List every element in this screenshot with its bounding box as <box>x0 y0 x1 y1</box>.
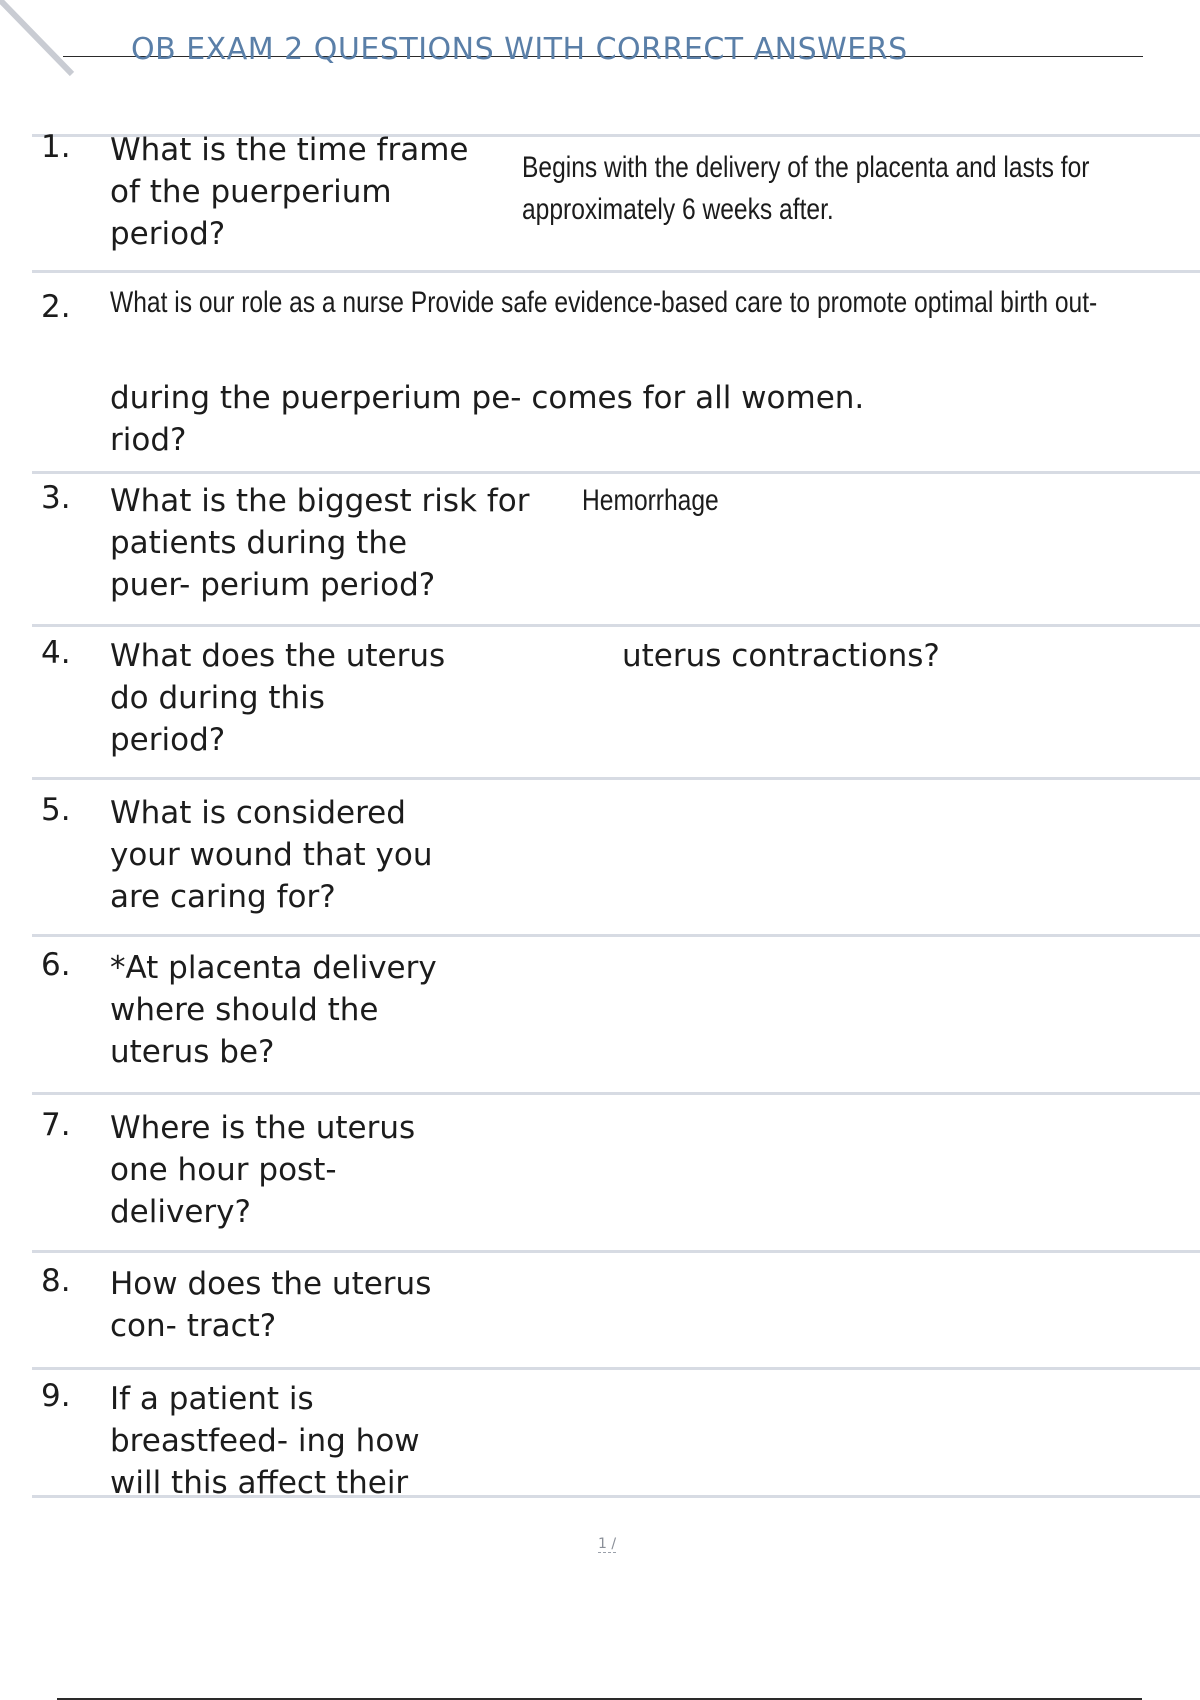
question-text <box>110 635 500 761</box>
qa-row <box>32 1092 1200 1250</box>
question-line: *At placenta delivery <box>110 950 437 986</box>
qa-row <box>32 624 1200 777</box>
question-line: Where is the uterus <box>110 1110 416 1146</box>
qa-row <box>32 1250 1200 1367</box>
question-line: period? <box>110 216 226 252</box>
answer-line: uterus contractions? <box>622 638 940 674</box>
question-line: What does the uterus <box>110 638 446 674</box>
question-number: 8. <box>41 1263 71 1299</box>
question-text <box>110 947 550 1073</box>
qa-row <box>32 270 1200 471</box>
question-line: will this affect their <box>110 1465 409 1501</box>
document-title: OB EXAM 2 QUESTIONS WITH CORRECT ANSWERS <box>131 32 908 67</box>
question-line: delivery? <box>110 1194 251 1230</box>
question-line: breastfeed- ing how <box>110 1423 420 1459</box>
document-header <box>63 28 1143 67</box>
question-line: puer- perium period? <box>110 567 436 603</box>
answer-line: Begins with the delivery of the placenta and lasts for <box>522 151 1090 184</box>
question-number: 4. <box>41 635 71 671</box>
question-line: your wound that you <box>110 837 433 873</box>
answer-line: approximately 6 weeks after. <box>522 193 834 226</box>
question-line: where should the <box>110 992 379 1028</box>
qa-row <box>32 1367 1200 1501</box>
question-number: 2. <box>41 289 71 325</box>
question-line: If a patient is <box>110 1381 314 1417</box>
question-line: What is the biggest risk for <box>110 483 530 519</box>
answer-text <box>522 147 1112 231</box>
question-line: What is the time frame <box>110 132 469 168</box>
question-text <box>110 480 550 606</box>
qa-row <box>32 471 1200 624</box>
question-line: of the puerperium <box>110 174 392 210</box>
question-line: period? <box>110 722 226 758</box>
q2-first-line <box>110 285 1192 321</box>
qa-row <box>32 934 1200 1092</box>
answer-text <box>622 635 1122 677</box>
question-text <box>110 377 1010 461</box>
answer-line: Provide safe evidence-based care to promote optimal birth out- <box>410 286 1098 319</box>
question-number: 1. <box>41 129 71 165</box>
question-number: 7. <box>41 1107 71 1143</box>
question-line: con- tract? <box>110 1308 277 1344</box>
question-number: 3. <box>41 480 71 516</box>
question-line: do during this <box>110 680 325 716</box>
qa-table <box>32 129 1200 1501</box>
question-text <box>110 792 500 918</box>
question-line: are caring for? <box>110 879 336 915</box>
question-line: What is considered <box>110 795 406 831</box>
question-line: during the puerperium pe- <box>110 380 522 416</box>
answer-line: Hemorrhage <box>582 484 719 517</box>
question-line: patients during the <box>110 525 408 561</box>
answer-text-first <box>110 285 1192 321</box>
question-line: How does the uterus <box>110 1266 432 1302</box>
question-line: What is our role as a nurse <box>110 286 404 319</box>
question-number: 9. <box>41 1378 71 1414</box>
question-text <box>110 1263 500 1347</box>
page-number: 1 / <box>598 1536 617 1552</box>
question-number: 5. <box>41 792 71 828</box>
question-text <box>110 129 500 255</box>
question-line: one hour post- <box>110 1152 337 1188</box>
question-line: uterus be? <box>110 1034 275 1070</box>
q2-second-line <box>110 377 1010 419</box>
question-text <box>110 1107 500 1233</box>
qa-row <box>32 129 1200 270</box>
answer-line: comes for all women. <box>531 380 865 416</box>
question-text <box>110 1378 500 1504</box>
question-line: riod? <box>110 422 187 458</box>
question-number: 6. <box>41 947 71 983</box>
qa-row <box>32 777 1200 934</box>
answer-text <box>582 480 719 522</box>
